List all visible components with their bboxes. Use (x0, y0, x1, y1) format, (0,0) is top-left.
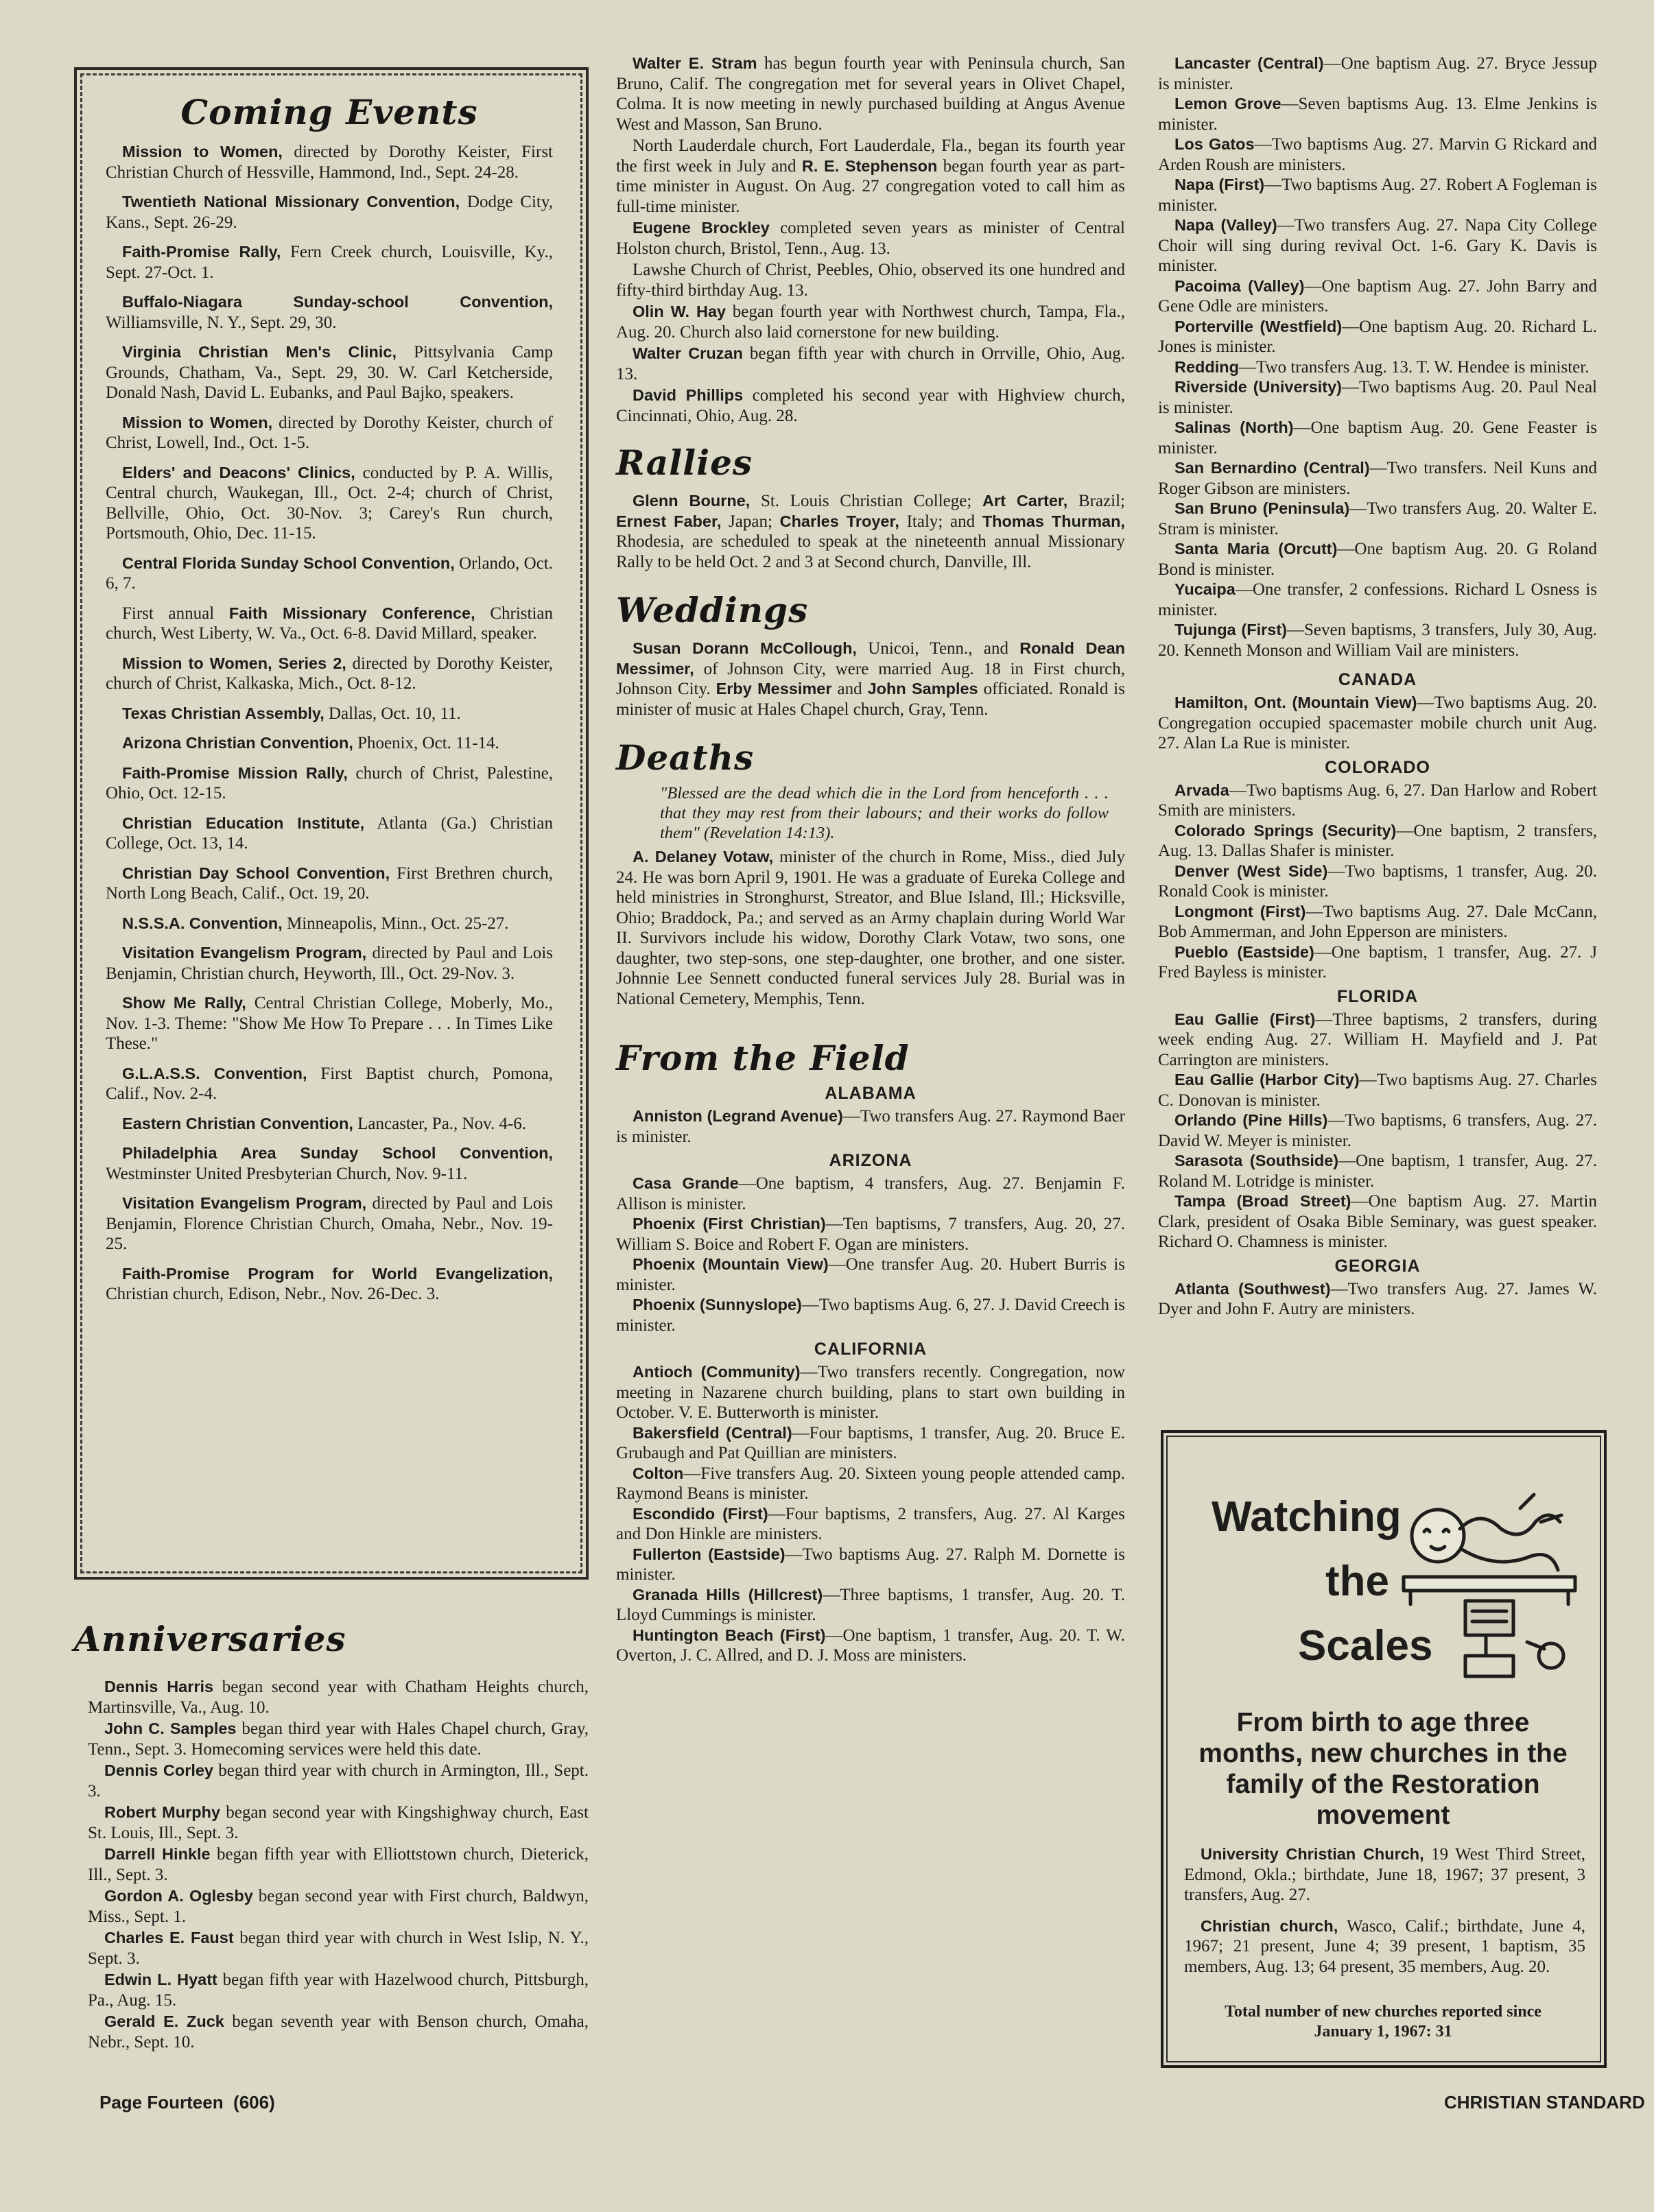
field-report-text: —Two baptisms Aug. 6, 27. Dan Harlow and Robert Smith are ministers. (1158, 781, 1597, 820)
anniversary-item (616, 218, 1125, 259)
field-report (1158, 418, 1597, 458)
field-report-lead: San Bruno (Peninsula) (1174, 499, 1350, 517)
anniversary-item-text: began fifth year with church in Orrville, Ohio, Aug. 13. (616, 344, 1126, 383)
field-report-lead: Phoenix (Mountain View) (633, 1255, 829, 1273)
field-report-lead: Eau Gallie (First) (1174, 1010, 1316, 1028)
scales-entry-lead: University Christian Church, (1201, 1845, 1424, 1863)
coming-event-item-lead: Texas Christian Assembly, (122, 704, 324, 722)
anniversary-item (88, 1844, 589, 1885)
coming-event-item-text: Lancaster, Pa., Nov. 4-6. (353, 1114, 527, 1133)
anniversary-item-text: began fourth year with Northwest church, Tampa, Fla., Aug. 20. Church also laid cornerstone for new building. (616, 302, 1125, 342)
from-the-field-heading: From the Field (616, 1038, 910, 1078)
field-report-text: —Two baptisms Aug. 27. Ralph M. Dornette is minister. (616, 1545, 1125, 1584)
scales-entry-text: 19 West Third Street, Edmond, Okla.; birthdate, June 18, 1967; 37 present, 3 transfers, Aug. 27. (1184, 1845, 1585, 1904)
field-reports-col3 (1158, 670, 1597, 1320)
coming-event-item-lead: Virginia Christian Men's Clinic, (122, 343, 397, 361)
anniversary-item-lead: Charles E. Faust (104, 1929, 234, 1947)
field-report (1158, 902, 1597, 942)
anniversary-item-lead: Dennis Corley (104, 1761, 214, 1779)
field-report-lead: Atlanta (Southwest) (1174, 1279, 1331, 1298)
rallies-name: Art Carter, (982, 492, 1068, 510)
field-report-lead: Yucaipa (1174, 580, 1236, 598)
field-report (1158, 821, 1597, 861)
field-report (1158, 620, 1597, 661)
coming-event-item-lead: Elders' and Deacons' Clinics, (122, 463, 355, 481)
rallies-text (616, 491, 1125, 572)
field-report-text: —One baptism Aug. 20. Gene Feaster is minister. (1158, 418, 1597, 457)
coming-event-item-lead: N.S.S.A. Convention, (122, 914, 283, 932)
coming-event-item (106, 292, 553, 333)
field-report-text: —Four baptisms, 2 transfers, Aug. 27. Al Karges and Don Hinkle are ministers. (616, 1504, 1125, 1543)
field-report-text: —One baptism, 1 transfer, Aug. 27. J Fred Bayless is minister. (1158, 942, 1597, 982)
coming-event-item-text: directed by Dorothy Keister, church of Christ, Kalkaska, Mich., Oct. 8-12. (106, 654, 553, 693)
coming-event-item (106, 413, 553, 453)
field-report-lead: Colton (633, 1464, 684, 1482)
coming-event-item (106, 993, 553, 1054)
anniversary-item-text: completed seven years as minister of Central Holston church, Bristol, Tenn., Aug. 13. (616, 219, 1125, 258)
anniversary-item (616, 385, 1125, 426)
field-report-lead: Fullerton (Eastside) (633, 1545, 785, 1563)
coming-events-box (74, 67, 589, 1580)
field-report-text: —Three baptisms, 1 transfer, Aug. 20. T. Lloyd Cummings is minister. (616, 1585, 1125, 1624)
coming-event-item-text: Fern Creek church, Louisville, Ky., Sept. 27-Oct. 1. (106, 243, 553, 282)
field-report-text: —One baptism Aug. 27. John Barry and Gene Odle are ministers. (1158, 276, 1598, 316)
coming-event-item (106, 142, 553, 182)
field-report (616, 1464, 1125, 1504)
field-report-lead: Huntington Beach (First) (633, 1626, 826, 1644)
field-report (616, 1585, 1125, 1626)
field-report-lead: Arvada (1174, 781, 1229, 799)
weddings-text: officiated. Ronald is minister of music at Hales Chapel church, Gray, Tenn. (616, 680, 1125, 719)
field-report (1158, 942, 1597, 983)
field-report-text: —Two transfers Aug. 27. James W. Dyer and John F. Autry are ministers. (1158, 1279, 1597, 1318)
anniversary-item (616, 302, 1125, 342)
field-report (616, 1254, 1125, 1295)
state-heading: CANADA (1338, 670, 1417, 689)
weddings-name: Erby Messimer (716, 680, 832, 698)
field-report (1158, 539, 1597, 580)
field-report (1158, 458, 1597, 499)
anniversaries-heading: Anniversaries (74, 1619, 346, 1659)
publication-name: CHRISTIAN STANDARD (1444, 2092, 1645, 2113)
coming-event-item-lead: Mission to Women, (122, 143, 283, 160)
weddings-text: of Johnson City, were married Aug. 18 in First church, Johnson City. (616, 659, 1125, 698)
scales-title-1: Watching (1212, 1493, 1402, 1541)
field-report (1158, 134, 1597, 175)
coming-event-item-text: directed by Paul and Lois Benjamin, Christian church, Heyworth, Ill., Oct. 29-Nov. 3. (106, 944, 553, 983)
coming-event-item-text: First Baptist church, Pomona, Calif., Nov. 2-4. (106, 1064, 553, 1103)
coming-event-item-text: directed by Paul and Lois Benjamin, Florence Christian Church, Omaha, Nebr., Nov. 19-25. (106, 1194, 553, 1253)
coming-event-item-lead: Faith-Promise Program for World Evangelization, (122, 1264, 553, 1283)
field-report-lead: Tujunga (First) (1174, 621, 1287, 639)
anniversary-item-lead: David Phillips (633, 386, 744, 404)
weddings-text: and (831, 680, 868, 698)
field-report-text: —Two transfers Aug. 27. Raymond Baer is minister. (616, 1107, 1125, 1146)
field-report-text: —Two baptisms Aug. 6, 27. J. David Creech is minister. (616, 1296, 1126, 1335)
anniversaries-list (74, 1677, 589, 2052)
weddings-name: John Samples (867, 680, 978, 698)
field-report-text: —Four baptisms, 1 transfer, Aug. 20. Bruce E. Grubaugh and Pat Quillian are ministers. (616, 1423, 1125, 1462)
anniversary-item-lead: Darrell Hinkle (104, 1845, 211, 1863)
coming-event-item (106, 704, 553, 724)
coming-event-item-text: directed by Dorothy Keister, First Christian Church of Hessville, Hammond, Ind., Sept. 24-28. (106, 143, 553, 182)
anniversary-item (616, 53, 1125, 134)
anniversary-item-text: began second year with Chatham Heights church, Martinsville, Va., Aug. 10. (88, 1678, 589, 1717)
anniversary-item (88, 1719, 589, 1759)
field-report-text: —One transfer Aug. 20. Hubert Burris is minister. (616, 1255, 1125, 1294)
weddings-text (616, 639, 1125, 720)
anniversary-item (88, 1928, 589, 1969)
field-report-lead: San Bernardino (Central) (1174, 459, 1370, 477)
coming-event-item (106, 1064, 553, 1104)
field-report (1158, 175, 1597, 215)
field-report (1158, 317, 1597, 357)
coming-event-item-lead: Visitation Evangelism Program, (122, 944, 367, 962)
field-report-text: —One baptism, 2 transfers, Aug. 13. Dallas Shafer is minister. (1158, 821, 1597, 860)
field-report (616, 1626, 1125, 1666)
anniversary-item-text: began second year with Kingshighway church, East St. Louis, Ill., Sept. 3. (88, 1803, 589, 1842)
field-report-text: —Seven baptisms Aug. 13. Elme Jenkins is minister. (1158, 95, 1597, 134)
field-report-text: —Ten baptisms, 7 transfers, Aug. 20, 27. William S. Boice and Robert F. Ogan are ministers. (616, 1215, 1126, 1254)
field-report (1158, 276, 1597, 317)
field-report-text: —Two transfers. Neil Kuns and Roger Gibson are ministers. (1158, 459, 1597, 498)
anniversary-item-text: began second year with First church, Baldwyn, Miss., Sept. 1. (88, 1887, 589, 1926)
coming-event-item (106, 864, 553, 904)
field-report-text: —Five transfers Aug. 20. Sixteen young people attended camp. Raymond Beans is minister. (616, 1464, 1125, 1503)
coming-event-item (106, 1193, 553, 1254)
anniversary-item (88, 1677, 589, 1717)
anniversary-item-lead: Walter Cruzan (633, 344, 743, 362)
coming-event-item-text: First Brethren church, North Long Beach, Calif., Oct. 19, 20. (106, 864, 553, 903)
coming-event-item-lead: Christian Education Institute, (122, 813, 365, 832)
field-report-text: —Two transfers recently. Congregation, now meeting in Nazarene church building, plans to start own building in October. V. E. Butterworth is minister. (616, 1363, 1125, 1422)
field-report (1158, 693, 1597, 754)
field-report-text: —One baptism, 1 transfer, Aug. 20. T. W. Overton, J. C. Allred, and D. J. Moss are ministers. (616, 1626, 1125, 1665)
field-report-lead: Napa (First) (1174, 176, 1265, 193)
field-report-text: —One baptism Aug. 20. G Roland Bond is minister. (1158, 540, 1597, 579)
field-reports-col2 (616, 1084, 1125, 1666)
field-report-text: —Two transfers Aug. 13. T. W. Hendee is minister. (1239, 357, 1590, 377)
coming-event-item (106, 813, 553, 854)
coming-event-item (106, 463, 553, 544)
baby-on-scale-icon (1383, 1481, 1589, 1687)
anniversary-item (616, 260, 1125, 300)
field-report-lead: Sarasota (Southside) (1174, 1152, 1339, 1169)
field-report (1158, 377, 1597, 418)
coming-event-item (106, 763, 553, 804)
rallies-name: Charles Troyer, (779, 512, 899, 530)
anniversary-item (88, 2012, 589, 2052)
field-report-lead: Anniston (Legrand Avenue) (633, 1107, 843, 1125)
deaths-heading: Deaths (616, 737, 755, 778)
field-report-text: —Two baptisms Aug. 20. Paul Neal is minister. (1158, 378, 1597, 417)
scales-total: Total number of new churches reported since January 1, 1967: 31 (1225, 2003, 1541, 2041)
coming-event-item-text: Phoenix, Oct. 11-14. (353, 734, 499, 752)
anniversary-item-lead: Eugene Brockley (633, 219, 770, 237)
obituary-name: A. Delaney Votaw, (633, 848, 774, 866)
field-report-lead: Lemon Grove (1174, 95, 1281, 112)
field-report-lead: Phoenix (Sunnyslope) (633, 1296, 802, 1313)
field-report-lead: Tampa (Broad Street) (1174, 1192, 1351, 1210)
field-report-lead: Bakersfield (Central) (633, 1423, 792, 1442)
field-report (616, 1423, 1125, 1464)
watching-the-scales-box (1161, 1430, 1607, 2068)
rallies-text: St. Louis Christian College; (750, 492, 982, 510)
field-report (1158, 861, 1597, 902)
anniversary-item-lead: Dennis Harris (104, 1678, 214, 1696)
field-report (616, 1214, 1125, 1254)
field-report-text: —Two baptisms Aug. 20. Congregation occupied spacemaster mobile church unit Aug. 27. Alan La Rue is minister. (1158, 693, 1597, 752)
field-report-lead: Granada Hills (Hillcrest) (633, 1585, 823, 1604)
anniversary-item (88, 1803, 589, 1843)
scales-entry-text: Wasco, Calif.; birthdate, June 4, 1967; 21 present, June 4; 39 present, 1 baptism, 35 members, Aug. 13; 64 present, 35 members, Aug. 20. (1184, 1916, 1585, 1976)
coming-event-item-lead: Twentieth National Missionary Convention, (122, 193, 460, 211)
rallies-text: Rhodesia, are scheduled to speak at the nineteenth annual Missionary Rally to be held Oct. 2 and 3 at Second church, Danville, Ill. (616, 532, 1125, 571)
field-report-lead: Casa Grande (633, 1174, 739, 1192)
field-report (616, 1106, 1125, 1147)
field-report-lead: Santa Maria (Orcutt) (1174, 540, 1338, 558)
field-report (1158, 1010, 1597, 1071)
field-report (1158, 94, 1597, 134)
coming-event-item (106, 1114, 553, 1134)
scales-tagline: From birth to age three months, new churches in the family of the Restoration movement (1198, 1708, 1568, 1830)
coming-event-item (106, 733, 553, 754)
coming-event-item-lead: G.L.A.S.S. Convention, (122, 1064, 307, 1082)
field-report-text: —Two baptisms Aug. 27. Charles C. Donovan is minister. (1158, 1071, 1597, 1110)
field-report-lead: Pacoima (Valley) (1174, 276, 1305, 295)
field-report-text: —One baptism Aug. 20. Richard L. Jones is minister. (1158, 317, 1597, 356)
coming-event-item-lead: Visitation Evangelism Program, (122, 1194, 367, 1212)
field-report (1158, 1070, 1597, 1110)
anniversary-item-lead: Gerald E. Zuck (104, 2012, 224, 2030)
coming-event-item-lead: Christian Day School Convention, (122, 864, 390, 882)
rallies-heading: Rallies (616, 442, 753, 483)
anniversary-item-lead: Robert Murphy (104, 1803, 221, 1821)
field-report (1158, 215, 1597, 276)
anniversary-item (616, 344, 1125, 384)
field-report-text: —Seven baptisms, 3 transfers, July 30, Aug. 20. Kenneth Monson and William Vail are ministers. (1158, 621, 1597, 660)
anniversary-item-lead: John C. Samples (104, 1720, 237, 1737)
coming-events-list (106, 142, 553, 1305)
rallies-name: Thomas Thurman, (982, 512, 1125, 530)
state-heading: FLORIDA (1336, 986, 1419, 1006)
coming-event-item-lead: Eastern Christian Convention, (122, 1114, 353, 1132)
coming-event-item-text: Williamsville, N. Y., Sept. 29, 30. (106, 313, 337, 332)
field-report-text: —Two baptisms, 6 transfers, Aug. 27. David W. Meyer is minister. (1158, 1111, 1598, 1150)
state-heading: COLORADO (1325, 757, 1430, 777)
anniversaries-section (74, 1619, 589, 2054)
field-report-lead: Salinas (North) (1174, 418, 1294, 436)
coming-event-item (106, 554, 553, 594)
field-report-text: —Three baptisms, 2 transfers, during week ending Aug. 27. William H. Mayfield and J. Pat Carrington are ministers. (1158, 1010, 1597, 1069)
anniversary-item (88, 1886, 589, 1927)
anniversary-item-text: completed his second year with Highview church, Cincinnati, Ohio, Aug. 28. (616, 386, 1125, 425)
anniversary-item (616, 136, 1125, 217)
field-report-lead: Escondido (First) (633, 1504, 768, 1523)
field-report-lead: Porterville (Westfield) (1174, 317, 1343, 335)
field-report (1158, 781, 1597, 821)
weddings-name: Susan Dorann McCollough, (633, 639, 857, 657)
rallies-name: Ernest Faber, (616, 512, 722, 530)
anniversary-item-lead: Olin W. Hay (633, 302, 726, 320)
field-report-text: —One baptism, 1 transfer, Aug. 27. Roland M. Lotridge is minister. (1158, 1152, 1597, 1191)
coming-event-item-text: Dodge City, Kans., Sept. 26-29. (106, 193, 553, 232)
field-report-text: —Two baptisms Aug. 27. Dale McCann, Bob Ammerman, and John Epperson are ministers. (1158, 902, 1597, 941)
anniversary-item-text: North Lauderdale church, Fort Lauderdale, Fla., began its fourth year the first week in July and (616, 136, 1125, 176)
coming-event-item-lead: Mission to Women, Series 2, (122, 654, 346, 672)
coming-event-item (106, 654, 553, 694)
weddings-heading: Weddings (616, 590, 809, 630)
field-report-lead: Redding (1174, 357, 1239, 376)
anniversaries-continued (616, 53, 1125, 426)
scales-entries (1184, 1844, 1585, 1988)
field-report (1158, 357, 1597, 378)
anniversary-item (88, 1970, 589, 2010)
state-heading: GEORGIA (1334, 1256, 1421, 1276)
field-report-text: —One baptism Aug. 27. Bryce Jessup is minister. (1158, 54, 1597, 93)
coming-event-item-text: directed by Dorothy Keister, church of Christ, Lowell, Ind., Oct. 1-5. (106, 413, 553, 452)
anniversary-item-text: began fourth year as part-time minister in August. On Aug. 27 congregation voted to call him as full-time minister. (616, 156, 1125, 216)
field-report (616, 1545, 1125, 1585)
weddings-text: Unicoi, Tenn., and (856, 639, 1020, 658)
page-number: Page Fourteen (606) (99, 2092, 275, 2113)
field-report (1158, 1279, 1597, 1320)
coming-event-item-lead: Show Me Rally, (122, 994, 246, 1012)
coming-event-item-text: Christian church, West Liberty, W. Va., Oct. 6-8. David Millard, speaker. (106, 604, 553, 643)
field-report-lead: Napa (Valley) (1174, 216, 1277, 234)
field-report-text: —Two baptisms Aug. 27. Robert A Fogleman is minister. (1158, 176, 1597, 215)
field-report-lead: Riverside (University) (1174, 378, 1343, 396)
field-report-lead: Pueblo (Eastside) (1174, 942, 1314, 961)
field-report-text: —Two baptisms Aug. 27. Marvin G Rickard and Arden Roush are ministers. (1158, 135, 1597, 174)
anniversary-item-text: began fifth year with Elliottstown church, Dieterick, Ill., Sept. 3. (88, 1845, 589, 1884)
anniversary-item-text: began third year with Hales Chapel church, Gray, Tenn., Sept. 3. Homecoming services were held this date. (88, 1720, 589, 1759)
california-continued (1158, 53, 1597, 661)
scales-entry (1184, 1916, 1585, 1977)
field-report (616, 1174, 1125, 1214)
obituary (616, 847, 1125, 1009)
field-report (1158, 580, 1597, 620)
field-report (1158, 499, 1597, 539)
field-report-lead: Antioch (Community) (633, 1363, 801, 1381)
scales-entry (1184, 1844, 1585, 1905)
weddings-name: Ronald Dean Messimer, (616, 639, 1125, 678)
field-report-text: —Two transfers Aug. 27. Napa City College Choir will sing during revival Oct. 1-6. Gary K. Davis is minister. (1158, 216, 1597, 275)
anniversary-item-lead: Edwin L. Hyatt (104, 1971, 217, 1988)
coming-events-heading: Coming Events (180, 92, 478, 132)
coming-event-item-text: church of Christ, Palestine, Ohio, Oct. 12-15. (106, 763, 553, 802)
coming-event-item (106, 342, 553, 403)
coming-event-item-lead: Buffalo-Niagara Sunday-school Convention, (122, 293, 553, 311)
coming-event-item-text: Christian church, Edison, Nebr., Nov. 26-Dec. 3. (106, 1285, 440, 1303)
column-two (616, 53, 1125, 1666)
anniversary-item-lead: R. E. Stephenson (801, 156, 938, 175)
field-report-text: —Two baptisms, 1 transfer, Aug. 20. Ronald Cook is minister. (1158, 861, 1597, 901)
coming-event-item-text: conducted by P. A. Willis, Central church, Waukegan, Ill., Oct. 2-4; church of Christ, Bellville, Ohio, Oct. 30-Nov. 3; Carey's Run church, Portsmouth, Ohio, Dec. 11-15. (106, 463, 553, 543)
state-heading: ARIZONA (829, 1151, 912, 1170)
field-report-lead: Los Gatos (1174, 135, 1255, 153)
coming-event-item (106, 192, 553, 233)
anniversary-item-lead: Gordon A. Oglesby (104, 1887, 253, 1905)
rallies-text: Italy; and (899, 512, 982, 531)
coming-event-item-text: Central Christian College, Moberly, Mo., Nov. 1-3. Theme: "Show Me How To Prepare . . . In Times Like These." (106, 994, 553, 1053)
field-report-lead: Orlando (Pine Hills) (1174, 1111, 1328, 1129)
scales-title-2: the (1325, 1558, 1389, 1605)
field-report-text: —One baptism, 4 transfers, Aug. 27. Benjamin F. Allison is minister. (616, 1174, 1125, 1213)
coming-event-item-lead: Mission to Women, (122, 413, 273, 431)
field-report (1158, 1151, 1597, 1191)
obituary-text: minister of the church in Rome, Miss., died July 24. He was born April 9, 1901. He was a graduate of Eureka College and held ministries in Stronghurst, Streator, and Blue Island, Ill.; Hicksville, Ohio; Braddock, Pa.; and served as an Army chaplain during World War II. Survivors include his widow, Dorothy Clark Votaw, two sons, one daughter, two step-sons, one step-daughter, one brother, and one sister. Johnnie Lee Sennett conducted funeral services July 28. Burial was in National Cemetery, Memphis, Tenn. (616, 848, 1125, 1008)
field-report-lead: Phoenix (First Christian) (633, 1215, 826, 1233)
anniversary-item-text: Lawshe Church of Christ, Peebles, Ohio, observed its one hundred and fifty-third birthday Aug. 13. (616, 261, 1125, 300)
field-report (1158, 1110, 1597, 1151)
deaths-quote: "Blessed are the dead which die in the Lord from henceforth . . . that they may rest from their labours; and their works do follow them" (Revelation 14:13). (660, 784, 1109, 842)
anniversary-item-text: began third year with church in Armington, Ill., Sept. 3. (88, 1761, 589, 1800)
anniversary-item-text: has begun fourth year with Peninsula church, San Bruno, Calif. The congregation met for several years in Olivet Chapel, Colma. It is now meeting in newly purchased building at Angus Avenue West and Masson, San Bruno. (616, 54, 1125, 134)
field-report-lead: Lancaster (Central) (1174, 54, 1324, 72)
anniversary-item-text: began fifth year with Hazelwood church, Pittsburgh, Pa., Aug. 15. (88, 1971, 589, 2010)
scales-title-3: Scales (1298, 1622, 1433, 1669)
field-report (616, 1504, 1125, 1545)
coming-event-item (106, 914, 553, 934)
coming-event-item-text: Dallas, Oct. 10, 11. (324, 704, 461, 723)
coming-event-item-lead: Central Florida Sunday School Convention, (122, 554, 455, 572)
coming-event-item-text: Pittsylvania Camp Grounds, Chatham, Va., Sept. 29, 30. W. Carl Ketcherside, Donald Nash, David L. Eubanks, and Paul Bajko, speakers. (106, 343, 553, 402)
field-report-lead: Eau Gallie (Harbor City) (1174, 1071, 1360, 1089)
coming-event-item (106, 1143, 553, 1184)
field-report (616, 1295, 1125, 1335)
field-report-text: —Two transfers Aug. 20. Walter E. Stram is minister. (1158, 499, 1598, 538)
coming-event-item-lead: Faith-Promise Mission Rally, (122, 763, 348, 782)
rallies-text: Brazil; (1067, 492, 1125, 510)
field-report (616, 1362, 1125, 1423)
coming-event-item (106, 242, 553, 283)
column-three (1158, 53, 1597, 1320)
coming-event-item-lead: Faith-Promise Rally, (122, 243, 281, 261)
scales-entry-lead: Christian church, (1201, 1916, 1338, 1935)
field-report-lead: Longmont (First) (1174, 902, 1306, 920)
state-heading: ALABAMA (825, 1084, 917, 1103)
coming-event-item (106, 943, 553, 984)
coming-event-item-text: First annual (122, 604, 229, 623)
anniversary-item-lead: Walter E. Stram (633, 54, 757, 72)
field-report-lead: Hamilton, Ont. (Mountain View) (1174, 693, 1417, 711)
rallies-text: Japan; (721, 512, 780, 531)
rallies-name: Glenn Bourne, (633, 492, 751, 510)
coming-event-item-text: Westminster United Presbyterian Church, Nov. 9-11. (106, 1164, 468, 1183)
coming-event-item-text: Minneapolis, Minn., Oct. 25-27. (282, 914, 509, 933)
state-heading: CALIFORNIA (814, 1340, 928, 1359)
anniversary-item-text: began seventh year with Benson church, Omaha, Nebr., Sept. 10. (88, 2012, 589, 2052)
field-report-lead: Denver (West Side) (1174, 861, 1328, 880)
coming-event-item-lead: Philadelphia Area Sunday School Convention, (122, 1144, 553, 1162)
coming-event-item (106, 604, 553, 644)
coming-event-item-lead: Arizona Christian Convention, (122, 734, 353, 752)
field-report-text: —One transfer, 2 confessions. Richard L Osness is minister. (1158, 580, 1597, 619)
coming-event-item (106, 1264, 553, 1305)
field-report-text: —One baptism Aug. 27. Martin Clark, president of Osaka Bible Seminary, was guest speaker. Richard O. Chamness is minister. (1158, 1192, 1597, 1251)
anniversary-item (88, 1761, 589, 1801)
field-report (1158, 1191, 1597, 1252)
coming-event-item-text: Atlanta (Ga.) Christian College, Oct. 13, 14. (106, 813, 553, 853)
coming-event-item-lead: Faith Missionary Conference, (228, 604, 475, 622)
field-report-lead: Colorado Springs (Security) (1174, 821, 1397, 840)
coming-event-item-text: Orlando, Oct. 6, 7. (106, 554, 553, 593)
field-report (1158, 53, 1597, 94)
anniversary-item-text: began third year with church in West Islip, N. Y., Sept. 3. (88, 1929, 589, 1968)
